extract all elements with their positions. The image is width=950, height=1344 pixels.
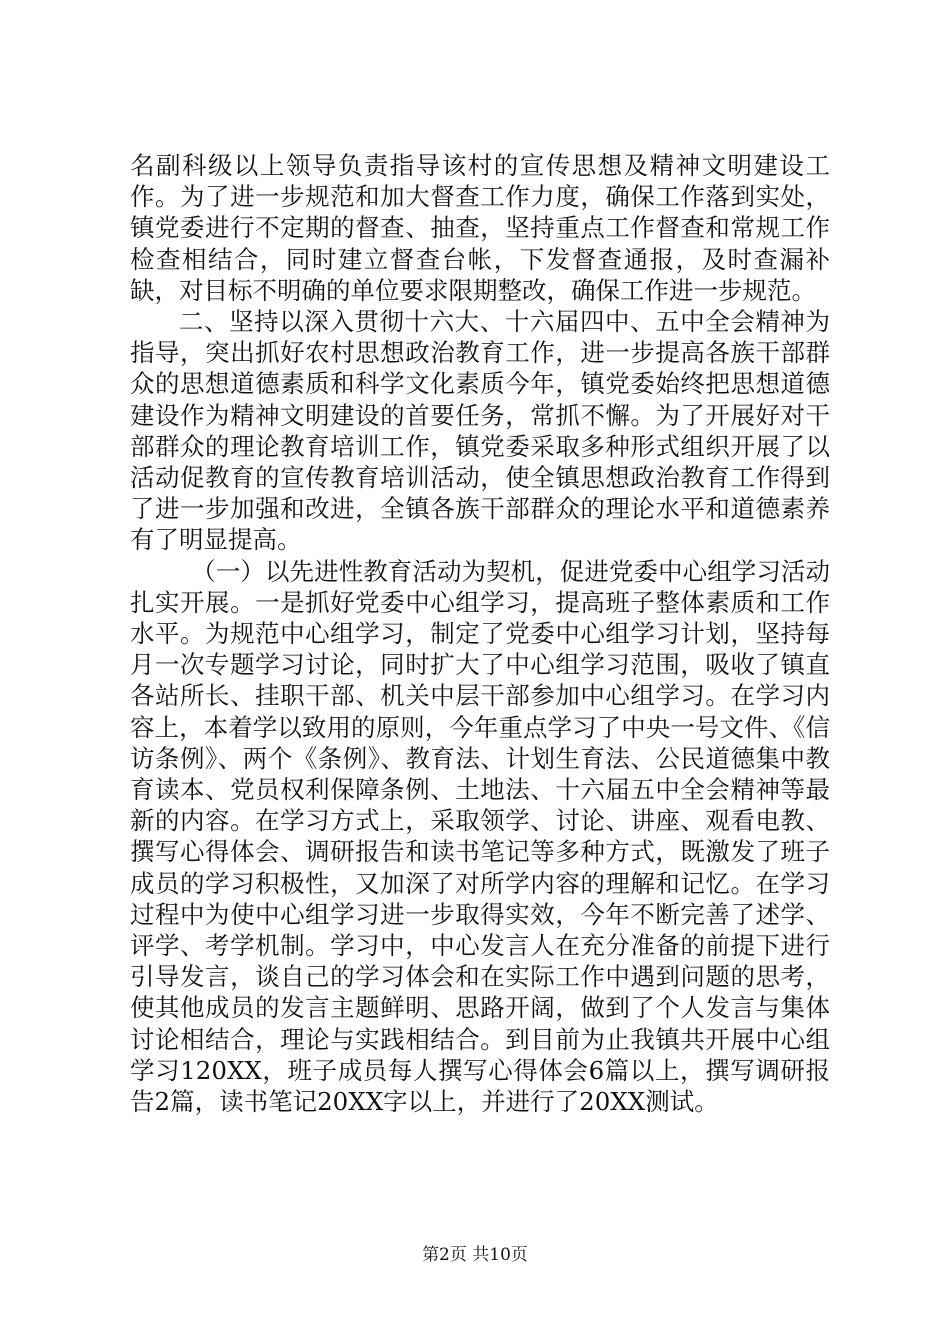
- page-footer: [0, 1244, 950, 1266]
- body-paragraph-section-two: 二、坚持以深入贯彻十六大、十六届四中、五中全会精神为指导，突出抓好农村思想政治教育工作，进一步提高各族干部群众的思想道德素质和科学文化素质今年，镇党委始终把思想道德建设作为精神文明建设的首要任务，常抓不懈。为了开展好对干部群众的理论教育培训工作，镇党委采取多种形式组织开展了以活动促教育的宣传教育培训活动，使全镇思想政治教育工作得到了进一步加强和改进，全镇各族干部群众的理论水平和道德素养有了明显提高。: [130, 307, 830, 555]
- document-body: [130, 150, 830, 1117]
- body-paragraph-continued: 名副科级以上领导负责指导该村的宣传思想及精神文明建设工作。为了进一步规范和加大督查工作力度，确保工作落到实处，镇党委进行不定期的督查、抽查，坚持重点工作督查和常规工作检查相结合，同时建立督查台帐，下发督查通报，及时查漏补缺，对目标不明确的单位要求限期整改，确保工作进一步规范。: [130, 151, 830, 305]
- body-paragraph-subsection-one: （一）以先进性教育活动为契机，促进党委中心组学习活动扎实开展。一是抓好党委中心组学习，提高班子整体素质和工作水平。为规范中心组学习，制定了党委中心组学习计划，坚持每月一次专题学习讨论，同时扩大了中心组学习范围，吸收了镇直各站所长、挂职干部、机关中层干部参加中心组学习。在学习内容上，本着学以致用的原则，今年重点学习了中央一号文件、《信访条例》、两个《条例》、教育法、计划生育法、公民道德集中教育读本、党员权利保障条例、土地法、十六届五中全会精神等最新的内容。在学习方式上，采取领学、讨论、讲座、观看电教、撰写心得体会、调研报告和读书笔记等多种方式，既激发了班子成员的学习积极性，又加深了对所学内容的理解和记忆。在学习过程中为使中心组学习进一步取得实效，今年不断完善了述学、评学、考学机制。学习中，中心发言人在充分准备的前提下进行引导发言，谈自己的学习体会和在实际工作中遇到问题的思考，使其他成员的发言主题鲜明、思路开阔，做到了个人发言与集体讨论相结合，理论与实践相结合。到目前为止我镇共开展中心组学习120XX，班子成员每人撰写心得体会6篇以上，撰写调研报告2篇，读书笔记20XX字以上，并进行了20XX测试。: [130, 556, 830, 1117]
- page-number-label: 第2页 共10页: [422, 1245, 528, 1265]
